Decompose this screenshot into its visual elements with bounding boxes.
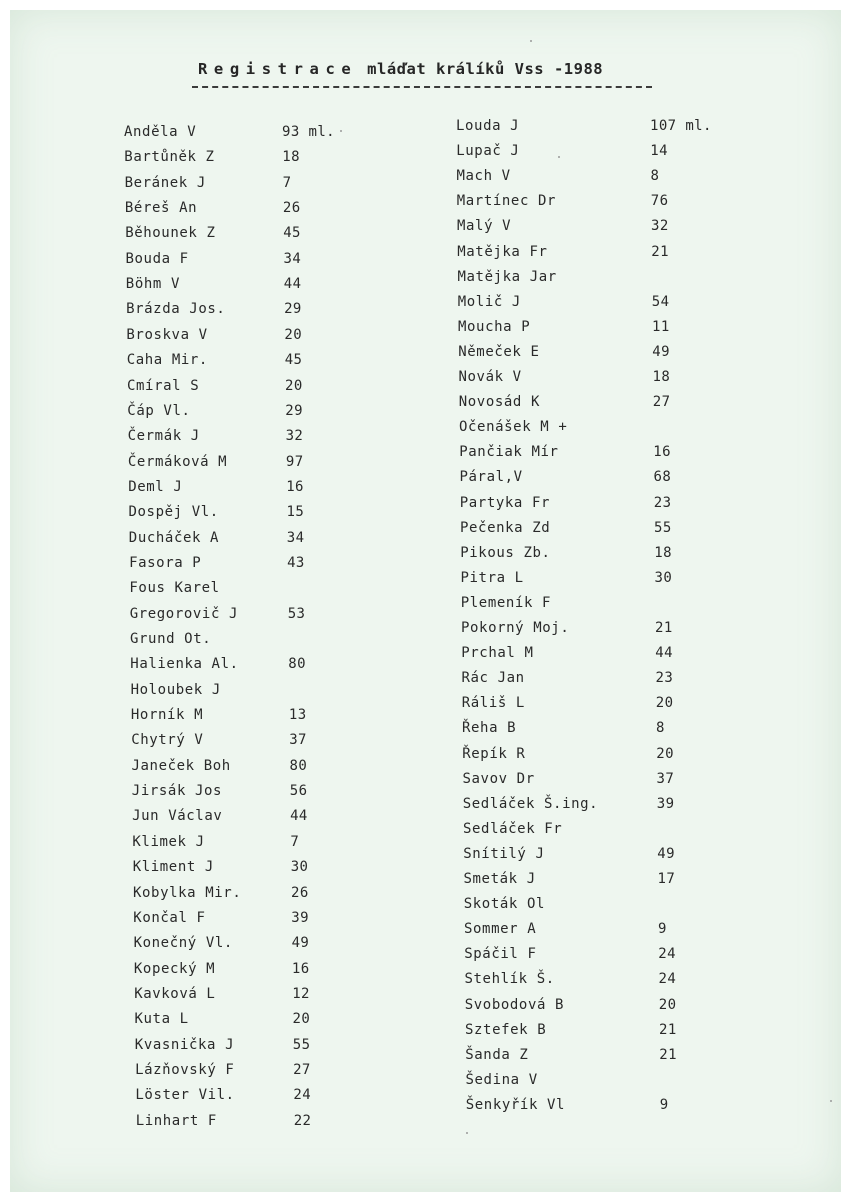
breeder-name: Böhm V — [125, 276, 180, 293]
breeder-name: Caha Mir. — [126, 352, 208, 369]
paper-speck — [830, 1100, 832, 1102]
breeder-name: Gregorovič J — [129, 605, 239, 622]
breeder-name: Čermák J — [127, 428, 200, 445]
breeder-name: Kvasnička J — [134, 1036, 235, 1053]
young-rabbit-count: 32 — [651, 218, 669, 235]
document-title — [198, 60, 603, 78]
breeder-name: Snítilý J — [463, 845, 545, 862]
young-rabbit-count: 21 — [651, 243, 669, 260]
breeder-name: Šanda Z — [465, 1046, 529, 1063]
breeder-name: Anděla V — [124, 124, 197, 140]
title-registrace: Registrace — [198, 60, 358, 78]
breeder-name: Kopecký M — [133, 960, 216, 977]
breeder-name: Sedláček Š.ing. — [462, 795, 599, 812]
breeder-name: Béreš An — [124, 200, 198, 217]
young-rabbit-count: 37 — [289, 732, 307, 749]
young-rabbit-count: 76 — [650, 193, 669, 210]
young-rabbit-count: 14 — [650, 143, 668, 160]
breeder-name: Šedina V — [465, 1071, 538, 1088]
breeder-name: Pitra L — [460, 569, 524, 586]
young-rabbit-count: 16 — [653, 444, 671, 461]
breeder-name: Chytrý V — [131, 732, 204, 749]
young-rabbit-count: 24 — [293, 1087, 312, 1104]
young-rabbit-count: 20 — [284, 326, 303, 343]
young-rabbit-count: 8 — [656, 720, 665, 737]
breeder-name: Dospěj Vl. — [128, 504, 219, 521]
breeder-name: Molič J — [457, 293, 521, 310]
breeder-name: Pokorný Moj. — [461, 620, 570, 636]
young-rabbit-count: 30 — [290, 859, 309, 876]
breeder-name: Pikous Zb. — [460, 544, 551, 561]
title-subject: mláďat králíků Vss -1988 — [367, 60, 604, 78]
breeder-name: Cmíral S — [127, 377, 200, 394]
breeder-name: Rác Jan — [461, 670, 525, 687]
title-underline — [192, 86, 652, 88]
young-rabbit-count: 44 — [655, 645, 673, 662]
young-rabbit-count: 24 — [658, 971, 677, 988]
young-rabbit-count: 13 — [288, 707, 307, 724]
breeder-name: Čermáková M — [127, 453, 228, 470]
breeder-name: Horník M — [130, 707, 204, 724]
young-rabbit-count: 107 ml. — [650, 118, 712, 134]
young-rabbit-count: 8 — [650, 168, 660, 185]
young-rabbit-count: 32 — [285, 428, 304, 445]
breeder-name: Novák V — [458, 369, 522, 385]
young-rabbit-count: 20 — [658, 996, 677, 1013]
typed-sheet — [10, 10, 841, 1192]
breeder-name: Malý V — [457, 218, 512, 235]
paper-speck — [466, 1132, 468, 1134]
young-rabbit-count: 15 — [286, 504, 305, 521]
breeder-name: Linhart F — [135, 1112, 217, 1129]
young-rabbit-count: 39 — [656, 795, 675, 812]
young-rabbit-count: 24 — [658, 946, 676, 963]
breeder-name: Kliment J — [132, 859, 214, 876]
breeder-name: Páral,V — [459, 469, 523, 486]
young-rabbit-count: 44 — [290, 808, 308, 825]
breeder-name: Němeček E — [458, 343, 540, 360]
breeder-name: Plemeník F — [460, 594, 552, 611]
breeder-name: Löster Vil. — [135, 1087, 235, 1104]
breeder-name: Kobylka Mir. — [133, 884, 242, 901]
breeder-name: Prchal M — [461, 645, 534, 662]
breeder-name: Ráliš L — [461, 695, 525, 712]
young-rabbit-count: 27 — [293, 1061, 311, 1078]
breeder-name: Lázňovský F — [135, 1061, 235, 1078]
breeder-name: Svobodová B — [464, 996, 565, 1013]
young-rabbit-count: 80 — [289, 757, 308, 774]
young-rabbit-count: 49 — [291, 935, 310, 952]
breeder-name: Jirsák Jos — [131, 783, 223, 800]
young-rabbit-count: 45 — [284, 352, 303, 369]
young-rabbit-count: 21 — [659, 1021, 677, 1038]
breeder-name: Pančiak Mír — [459, 444, 559, 461]
paper-speck — [558, 156, 560, 158]
breeder-name: Grund Ot. — [130, 631, 212, 647]
breeder-name: Lupač J — [456, 143, 520, 160]
breeder-name: Kavková L — [134, 985, 216, 1002]
breeder-name: Běhounek Z — [125, 225, 216, 242]
young-rabbit-count: 26 — [291, 884, 309, 901]
breeder-name: Jun Václav — [132, 808, 223, 825]
young-rabbit-count: 26 — [282, 200, 301, 217]
breeder-name: Partyka Fr — [459, 494, 551, 511]
young-rabbit-count: 55 — [292, 1036, 311, 1053]
breeder-name: Holoubek J — [130, 681, 221, 698]
young-rabbit-count: 18 — [652, 369, 671, 385]
breeder-name: Pečenka Zd — [460, 519, 551, 536]
young-rabbit-count: 18 — [654, 544, 672, 561]
breeder-name: Očenášek M + — [459, 419, 568, 436]
breeder-name: Sedláček Fr — [463, 820, 563, 837]
young-rabbit-count: 68 — [653, 469, 672, 486]
breeder-name: Konečný Vl. — [133, 935, 233, 952]
young-rabbit-count: 56 — [289, 783, 308, 800]
young-rabbit-count: 20 — [292, 1011, 311, 1028]
breeder-name: Martínec Dr — [456, 193, 557, 210]
young-rabbit-count: 30 — [654, 569, 673, 586]
breeder-name: Stehlík Š. — [464, 971, 555, 988]
young-rabbit-count: 17 — [657, 871, 676, 887]
young-rabbit-count: 49 — [657, 845, 675, 862]
breeder-name: Fasora P — [129, 554, 202, 571]
breeder-name: Brázda Jos. — [126, 301, 226, 318]
breeder-name: Novosád K — [458, 394, 541, 411]
young-rabbit-count: 21 — [659, 1046, 677, 1063]
young-rabbit-count: 9 — [659, 1096, 669, 1113]
young-rabbit-count: 54 — [651, 293, 670, 310]
breeder-name: Broskva V — [126, 326, 208, 343]
young-rabbit-count: 29 — [284, 301, 302, 318]
breeder-name: Šenkyřík Vl — [465, 1096, 566, 1113]
young-rabbit-count: 93 ml. — [282, 124, 335, 140]
young-rabbit-count: 43 — [287, 554, 305, 571]
young-rabbit-count: 39 — [291, 909, 309, 926]
young-rabbit-count: 7 — [290, 833, 300, 850]
young-rabbit-count: 21 — [655, 620, 673, 636]
breeder-name: Savov Dr — [462, 770, 535, 787]
young-rabbit-count: 23 — [653, 494, 672, 511]
young-rabbit-count: 20 — [656, 745, 674, 762]
breeder-name: Smeták J — [463, 871, 536, 887]
breeder-name: Spáčil F — [464, 946, 537, 963]
breeder-name: Matějka Jar — [457, 268, 557, 285]
young-rabbit-count: 45 — [283, 225, 301, 242]
breeder-name: Beránek J — [124, 174, 206, 191]
young-rabbit-count: 80 — [288, 656, 306, 673]
breeder-name: Ducháček A — [128, 529, 220, 546]
paper-speck — [530, 40, 532, 42]
young-rabbit-count: 37 — [656, 770, 675, 787]
breeder-name: Klimek J — [132, 833, 205, 850]
breeder-name: Mach V — [456, 168, 511, 185]
breeder-name: Louda J — [456, 118, 520, 134]
young-rabbit-count: 18 — [282, 149, 300, 166]
breeder-name: Matějka Fr — [457, 243, 548, 260]
young-rabbit-count: 20 — [285, 377, 303, 394]
breeder-name: Čáp Vl. — [127, 402, 191, 419]
breeder-name: Bouda F — [125, 250, 189, 267]
young-rabbit-count: 20 — [655, 695, 674, 712]
young-rabbit-count: 34 — [283, 250, 302, 267]
breeder-name: Kuta L — [134, 1011, 189, 1028]
young-rabbit-count: 11 — [652, 318, 670, 335]
breeder-name: Halienka Al. — [130, 656, 239, 673]
young-rabbit-count: 44 — [283, 276, 302, 293]
breeder-name: Bartůněk Z — [124, 149, 215, 166]
young-rabbit-count: 22 — [293, 1112, 312, 1129]
young-rabbit-count: 29 — [285, 402, 303, 419]
breeder-name: Moucha P — [458, 318, 531, 335]
young-rabbit-count: 7 — [282, 174, 292, 191]
breeder-name: Sommer A — [464, 921, 537, 938]
breeder-name: Sztefek B — [465, 1021, 547, 1038]
young-rabbit-count: 53 — [287, 605, 306, 622]
breeder-name: Janeček Boh — [131, 757, 231, 774]
breeder-name: Skoták Ol — [463, 896, 546, 913]
young-rabbit-count: 97 — [285, 453, 304, 470]
young-rabbit-count: 9 — [658, 921, 667, 938]
breeder-name: Deml J — [128, 478, 183, 495]
young-rabbit-count: 16 — [291, 960, 310, 977]
paper-speck — [340, 130, 342, 132]
young-rabbit-count: 49 — [652, 343, 670, 360]
breeder-name: Fous Karel — [129, 580, 220, 597]
young-rabbit-count: 12 — [292, 985, 310, 1002]
breeder-name: Končal F — [133, 909, 206, 926]
young-rabbit-count: 55 — [654, 519, 672, 536]
young-rabbit-count: 23 — [655, 670, 674, 687]
breeder-name: Řeha B — [462, 720, 517, 737]
young-rabbit-count: 34 — [286, 529, 305, 546]
breeder-name: Řepík R — [462, 745, 526, 762]
young-rabbit-count: 16 — [286, 478, 304, 495]
young-rabbit-count: 27 — [652, 394, 671, 411]
